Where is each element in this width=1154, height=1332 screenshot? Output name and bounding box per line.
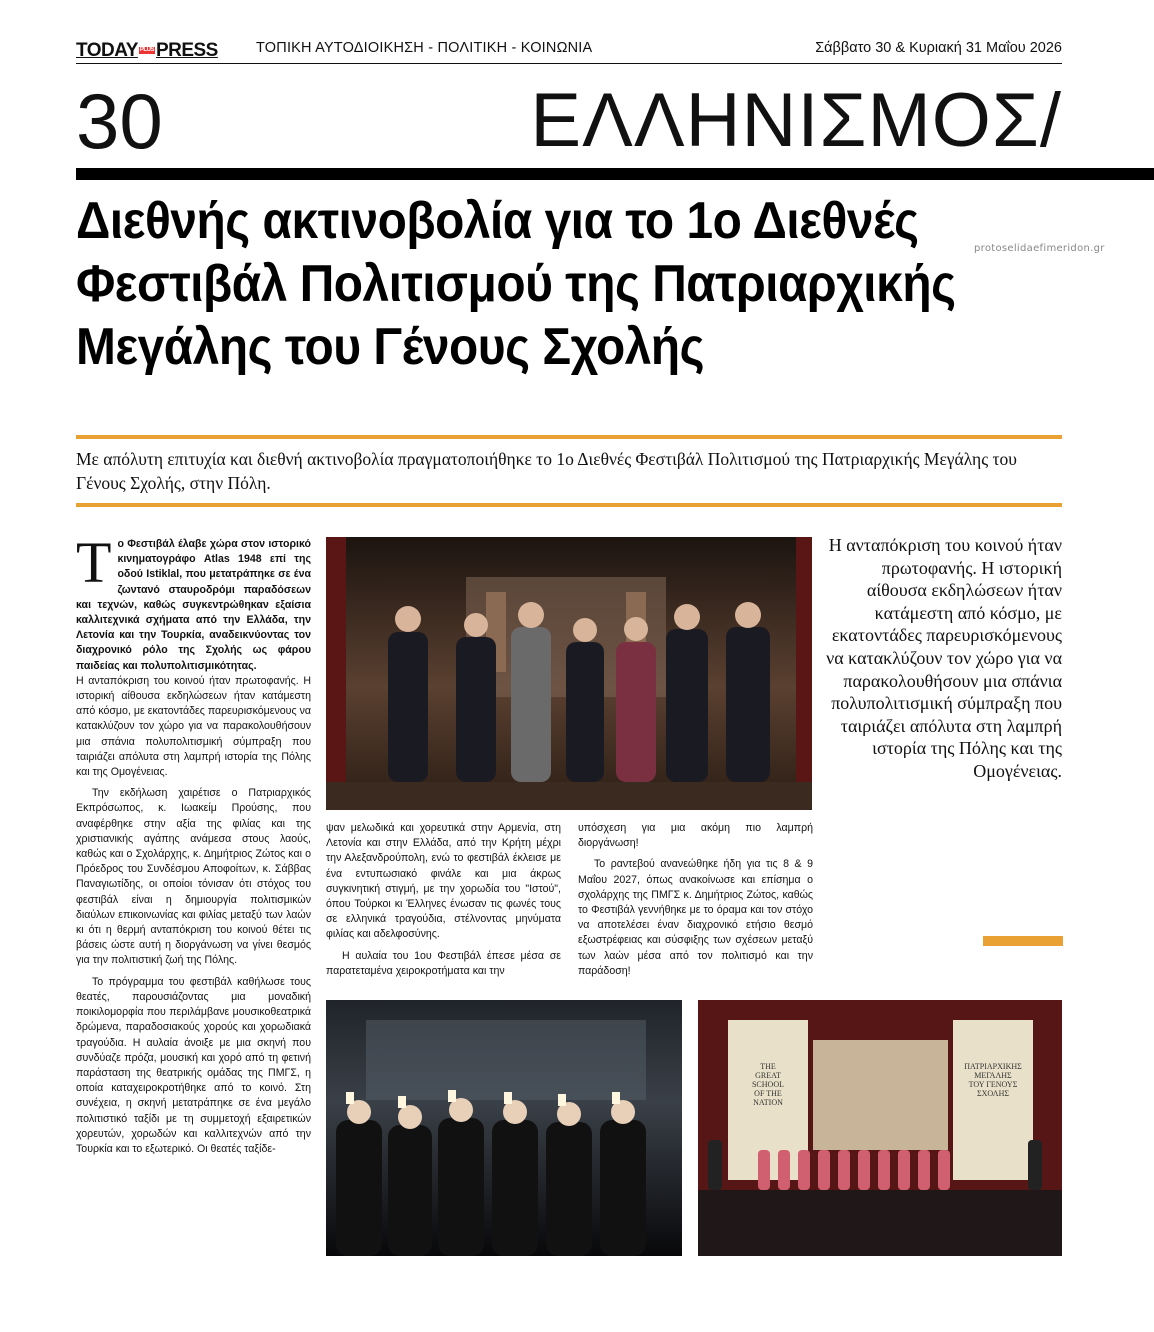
issue-date: Σάββατο 30 & Κυριακή 31 Μαΐου 2026 (815, 40, 1062, 56)
text-column-2 (326, 821, 561, 979)
banner-right-text: ΠΑΤΡΙΑΡΧΙΚΗΣ ΜΕΓΑΛΗΣ ΤΟΥ ΓΕΝΟΥΣ ΣΧΟΛΗΣ (964, 1062, 1022, 1098)
body-paragraph: ψαν μελωδικά και χορευτικά στην Αρμενία, στη Λετονία και στην Ελλάδα, από την Κρήτη μέχρι την Αλεξανδρούπολη, ενώ το φεστιβάλ έκλεισε με ένα εντυπωσιακό φινάλε και μια άκρως συγκινητική στιγμή, με την χορωδία του "Ιστού", όπου Τούρκοι κι Έλληνες ένωσαν τις φωνές τους σε ελληνικά τραγούδια, στέλνοντας μηνύματα φιλίας και αδελφοσύνης. (326, 822, 561, 941)
photo-officials-group (326, 537, 812, 810)
lead-bottom-rule (76, 503, 1062, 507)
page-number: 30 (76, 77, 163, 165)
body-paragraph: Η ανταπόκριση του κοινού ήταν πρωτοφανής. Η ιστορική αίθουσα εκδηλώσεων ήταν κατάμεστη από κόσμο, με εκατοντάδες παρευρισκόμενους να κατακλύζουν τον χώρο για να παρακολουθήσουν μια σπάνια πολυπολιτισμική σύμπραξη που ταιριάζει απόλυτα στη λαμπρή ιστορία της Πόλης και της Ομογένειας. (76, 674, 311, 779)
lead-top-rule (76, 435, 1062, 439)
drop-cap: Τ (76, 530, 112, 595)
text-column-3 (578, 821, 813, 979)
newspaper-logo: TODAY PLUS PRESS (76, 40, 218, 61)
pull-quote: Η ανταπόκριση του κοινού ήταν πρωτοφανής. Η ιστορική αίθουσα εκδηλώσεων ήταν κατάμεστη από κόσμο, με εκατοντάδες παρευρισκόμενους να κατακλύζουν τον χώρο για να παρακολουθήσουν μια σπάνια πολυπολιτισμική σύμπραξη που ταιριάζει απόλυτα στη λαμπρή ιστορία της Πόλης και της Ομογένειας. (826, 535, 1062, 781)
intro-paragraph: ο Φεστιβάλ έλαβε χώρα στον ιστορικό κινηματογράφο Atlas 1948 επί της οδού Istiklal, που μετατράπηκε σε ένα ζωντανό σταυροδρόμι παραδόσεων και τεχνών, καθώς συγκεντρώθηκαν εξαίσια καλλιτεχνικά σχήματα από την Ελλάδα, την Λετονία και την Τουρκία, αναδεικνύοντας τον διαχρονικό ρόλο της Σχολής ως φάρου παιδείας και πολυπολιτισμικότητας. (76, 538, 311, 672)
photo-dancers-candles (326, 1000, 682, 1256)
headline-line-2: Φεστιβάλ Πολιτισμού της Πατριαρχικής (76, 255, 956, 313)
article-lead: Με απόλυτη επιτυχία και διεθνή ακτινοβολία πραγματοποιήθηκε το 1ο Διεθνές Φεστιβάλ Πολιτισμού της Πατριαρχικής Μεγάλης του Γένους Σχολής, στην Πόλη. (76, 449, 1017, 493)
banner-left-text: THE GREAT SCHOOL OF THE NATION (751, 1062, 784, 1107)
section-title: ΕΛΛΗΝΙΣΜΟΣ/ (530, 78, 1062, 163)
masthead (76, 38, 1062, 64)
section-rule (76, 168, 1154, 180)
body-paragraph: Το ραντεβού ανανεώθηκε ήδη για τις 8 & 9 Μαΐου 2027, όπως ανακοίνωσε και επίσημα ο σχολάρχης της ΠΜΓΣ κ. Δημήτριος Ζώτος, καθώς το Φεστιβάλ γεννήθηκε με το όραμα και τον στόχο να αποτελέσει έναν διαχρονικό ετήσιο θεσμό εξωστρέφειας και σύσφιξης των σχέσεων μεταξύ των λαών μέσα από τον πολιτισμό και την παράδοση! (578, 858, 813, 977)
body-paragraph: υπόσχεση για μια ακόμη πιο λαμπρή διοργάνωση! (578, 822, 813, 850)
watermark: protoselidaefimeridon.gr (974, 243, 1105, 254)
header-section-label: ΤΟΠΙΚΗ ΑΥΤΟΔΙΟΙΚΗΣΗ - ΠΟΛΙΤΙΚΗ - ΚΟΙΝΩΝΙΑ (256, 40, 593, 56)
body-paragraph: Την εκδήλωση χαιρέτισε ο Πατριαρχικός Εκπρόσωπος, κ. Ιωακείμ Προύσης, που αναφέρθηκε στην αξία της φιλίας και της χριστιανικής αγάπης ανάμεσα στους λαούς, καθώς και ο Σχολάρχης, κ. Δημήτριος Ζώτος και ο Πρόεδρος του Συνδέσμου Αποφοίτων, κ. Σάββας Παναγιωτίδης, οι οποίοι τόνισαν ότι στόχος του φεστιβάλ είναι η δημιουργία πολιτισμικών διαύλων επικοινωνίας και φιλίας μεταξύ των λαών κι ότι η θερμή ανταπόκριση του κοινού θέτει τις βάσεις ώστε αυτή η διοργάνωση να γίνει θεσμός για την πολιτιστική ζωή της Πόλης. (76, 787, 311, 967)
photo-stage-dancers (698, 1000, 1062, 1256)
article-headline (76, 190, 996, 379)
body-paragraph: Η αυλαία του 1ου Φεστιβάλ έπεσε μέσα σε παρατεταμένα χειροκροτήματα και την (326, 949, 561, 977)
pull-quote-accent (983, 936, 1063, 946)
headline-line-1: Διεθνής ακτινοβολία για το 1ο Διεθνές (76, 192, 919, 250)
headline-line-3: Μεγάλης του Γένους Σχολής (76, 318, 705, 376)
body-paragraph: Το πρόγραμμα του φεστιβάλ καθήλωσε τους θεατές, παρουσιάζοντας μια μοναδική ποικιλομορφία που περιλάμβανε μουσικοθεατρικά δρώμενα, παραδοσιακούς χορούς και χορωδιακά τραγούδια. Η αυλαία άνοιξε με μια σκηνή που συνδύαζε πρόζα, μουσική και χορό από τη φετινή παράσταση της θεατρικής ομάδας της ΠΜΓΣ, η οποία καταχειροκροτήθηκε από το κοινό. Στη συνέχεια, η σκηνή μετατράπηκε σε ένα μεγάλο πολιτιστικό ταξίδι με τη συμμετοχή εξαιρετικών χορευτών, χορωδών και καλλιτεχνών από την Τουρκία και το εξωτερικό. Οι θεατές ταξίδε- (76, 975, 311, 1155)
text-column-1 (76, 530, 311, 1262)
